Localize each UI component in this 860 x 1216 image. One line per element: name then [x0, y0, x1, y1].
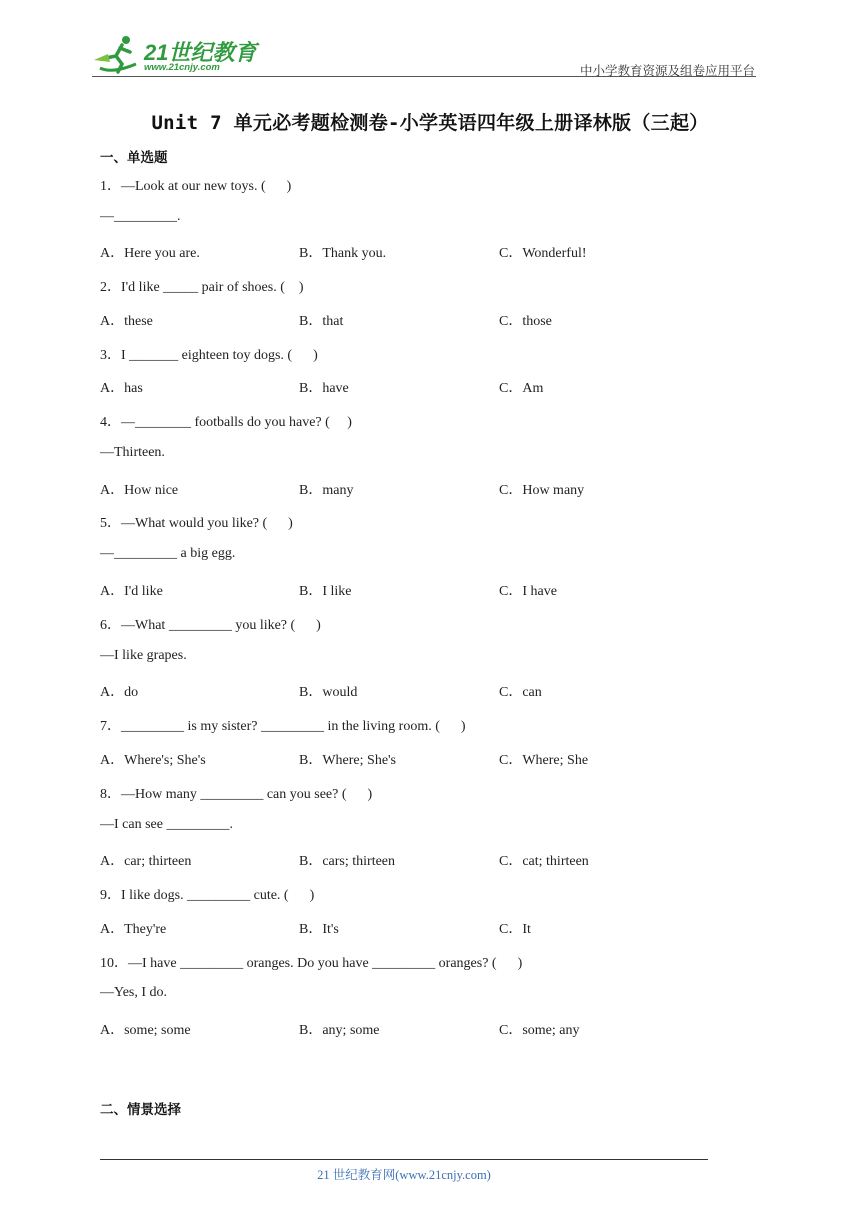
option-c: C．Where; She [499, 753, 589, 768]
option-b: B．that [299, 314, 344, 329]
question-stem: 8．—How many _________ can you see? ( ) [100, 787, 373, 802]
option-a: A．Where's; She's [100, 753, 206, 768]
question-stem: 4．—________ footballs do you have? ( ) [100, 415, 352, 430]
option-a: A．do [100, 685, 139, 700]
option-b: B．any; some [299, 1023, 380, 1038]
question-stem: 6．—What _________ you like? ( ) [100, 618, 321, 633]
page-title: Unit 7 单元必考题检测卷-小学英语四年级上册译林版（三起） [151, 112, 709, 134]
question-stem: 10．—I have _________ oranges. Do you have _________ oranges? ( ) [100, 956, 523, 971]
logo-url: www.21cnjy.com [144, 62, 220, 73]
option-b: B．I like [299, 584, 352, 599]
option-a: A．How nice [100, 483, 179, 498]
option-c: C．Am [499, 381, 544, 396]
question-extra: —Yes, I do. [100, 985, 168, 1000]
header-tagline: 中小学教育资源及组卷应用平台 [579, 63, 755, 78]
question-stem: 9．I like dogs. _________ cute. ( ) [100, 888, 315, 903]
option-a: A．I'd like [100, 584, 163, 599]
option-c: C．Wonderful! [499, 246, 587, 261]
option-a: A．has [100, 381, 143, 396]
option-c: C．How many [499, 483, 585, 498]
option-a: A．some; some [100, 1023, 191, 1038]
option-a: A．car; thirteen [100, 854, 192, 869]
option-c: C．It [499, 922, 531, 937]
option-c: C．cat; thirteen [499, 854, 589, 869]
option-c: C．I have [499, 584, 557, 599]
question-extra: —I like grapes. [100, 648, 187, 663]
header-divider [92, 76, 756, 77]
question-stem: 5．—What would you like? ( ) [100, 516, 293, 531]
question-extra: —I can see _________. [100, 817, 233, 832]
option-b: B．would [299, 685, 358, 700]
option-b: B．Thank you. [299, 246, 387, 261]
footer-divider [100, 1159, 708, 1160]
option-c: C．can [499, 685, 542, 700]
question-stem: 7．_________ is my sister? _________ in the living room. ( ) [100, 719, 466, 734]
page-header [0, 0, 860, 80]
option-c: C．those [499, 314, 552, 329]
section-heading: 二、情景选择 [100, 1102, 181, 1118]
question-stem: 1．—Look at our new toys. ( ) [100, 179, 292, 194]
question-extra: —_________. [100, 209, 181, 224]
page-footer[interactable]: 21 世纪教育网(www.21cnjy.com) [317, 1168, 491, 1182]
question-extra: —_________ a big egg. [100, 546, 236, 561]
section-heading: 一、单选题 [100, 150, 168, 166]
question-extra: —Thirteen. [100, 445, 165, 460]
question-stem: 2．I'd like _____ pair of shoes. ( ) [100, 280, 304, 295]
option-b: B．It's [299, 922, 339, 937]
option-a: A．these [100, 314, 153, 329]
option-b: B．cars; thirteen [299, 854, 396, 869]
question-stem: 3．I _______ eighteen toy dogs. ( ) [100, 348, 318, 363]
option-b: B．have [299, 381, 349, 396]
option-a: A．Here you are. [100, 246, 200, 261]
option-b: B．Where; She's [299, 753, 397, 768]
site-logo [92, 34, 262, 78]
option-b: B．many [299, 483, 354, 498]
option-a: A．They're [100, 922, 167, 937]
option-c: C．some; any [499, 1023, 580, 1038]
logo-text: 21世纪教育 [144, 40, 257, 65]
runner-logo-icon [92, 34, 144, 78]
